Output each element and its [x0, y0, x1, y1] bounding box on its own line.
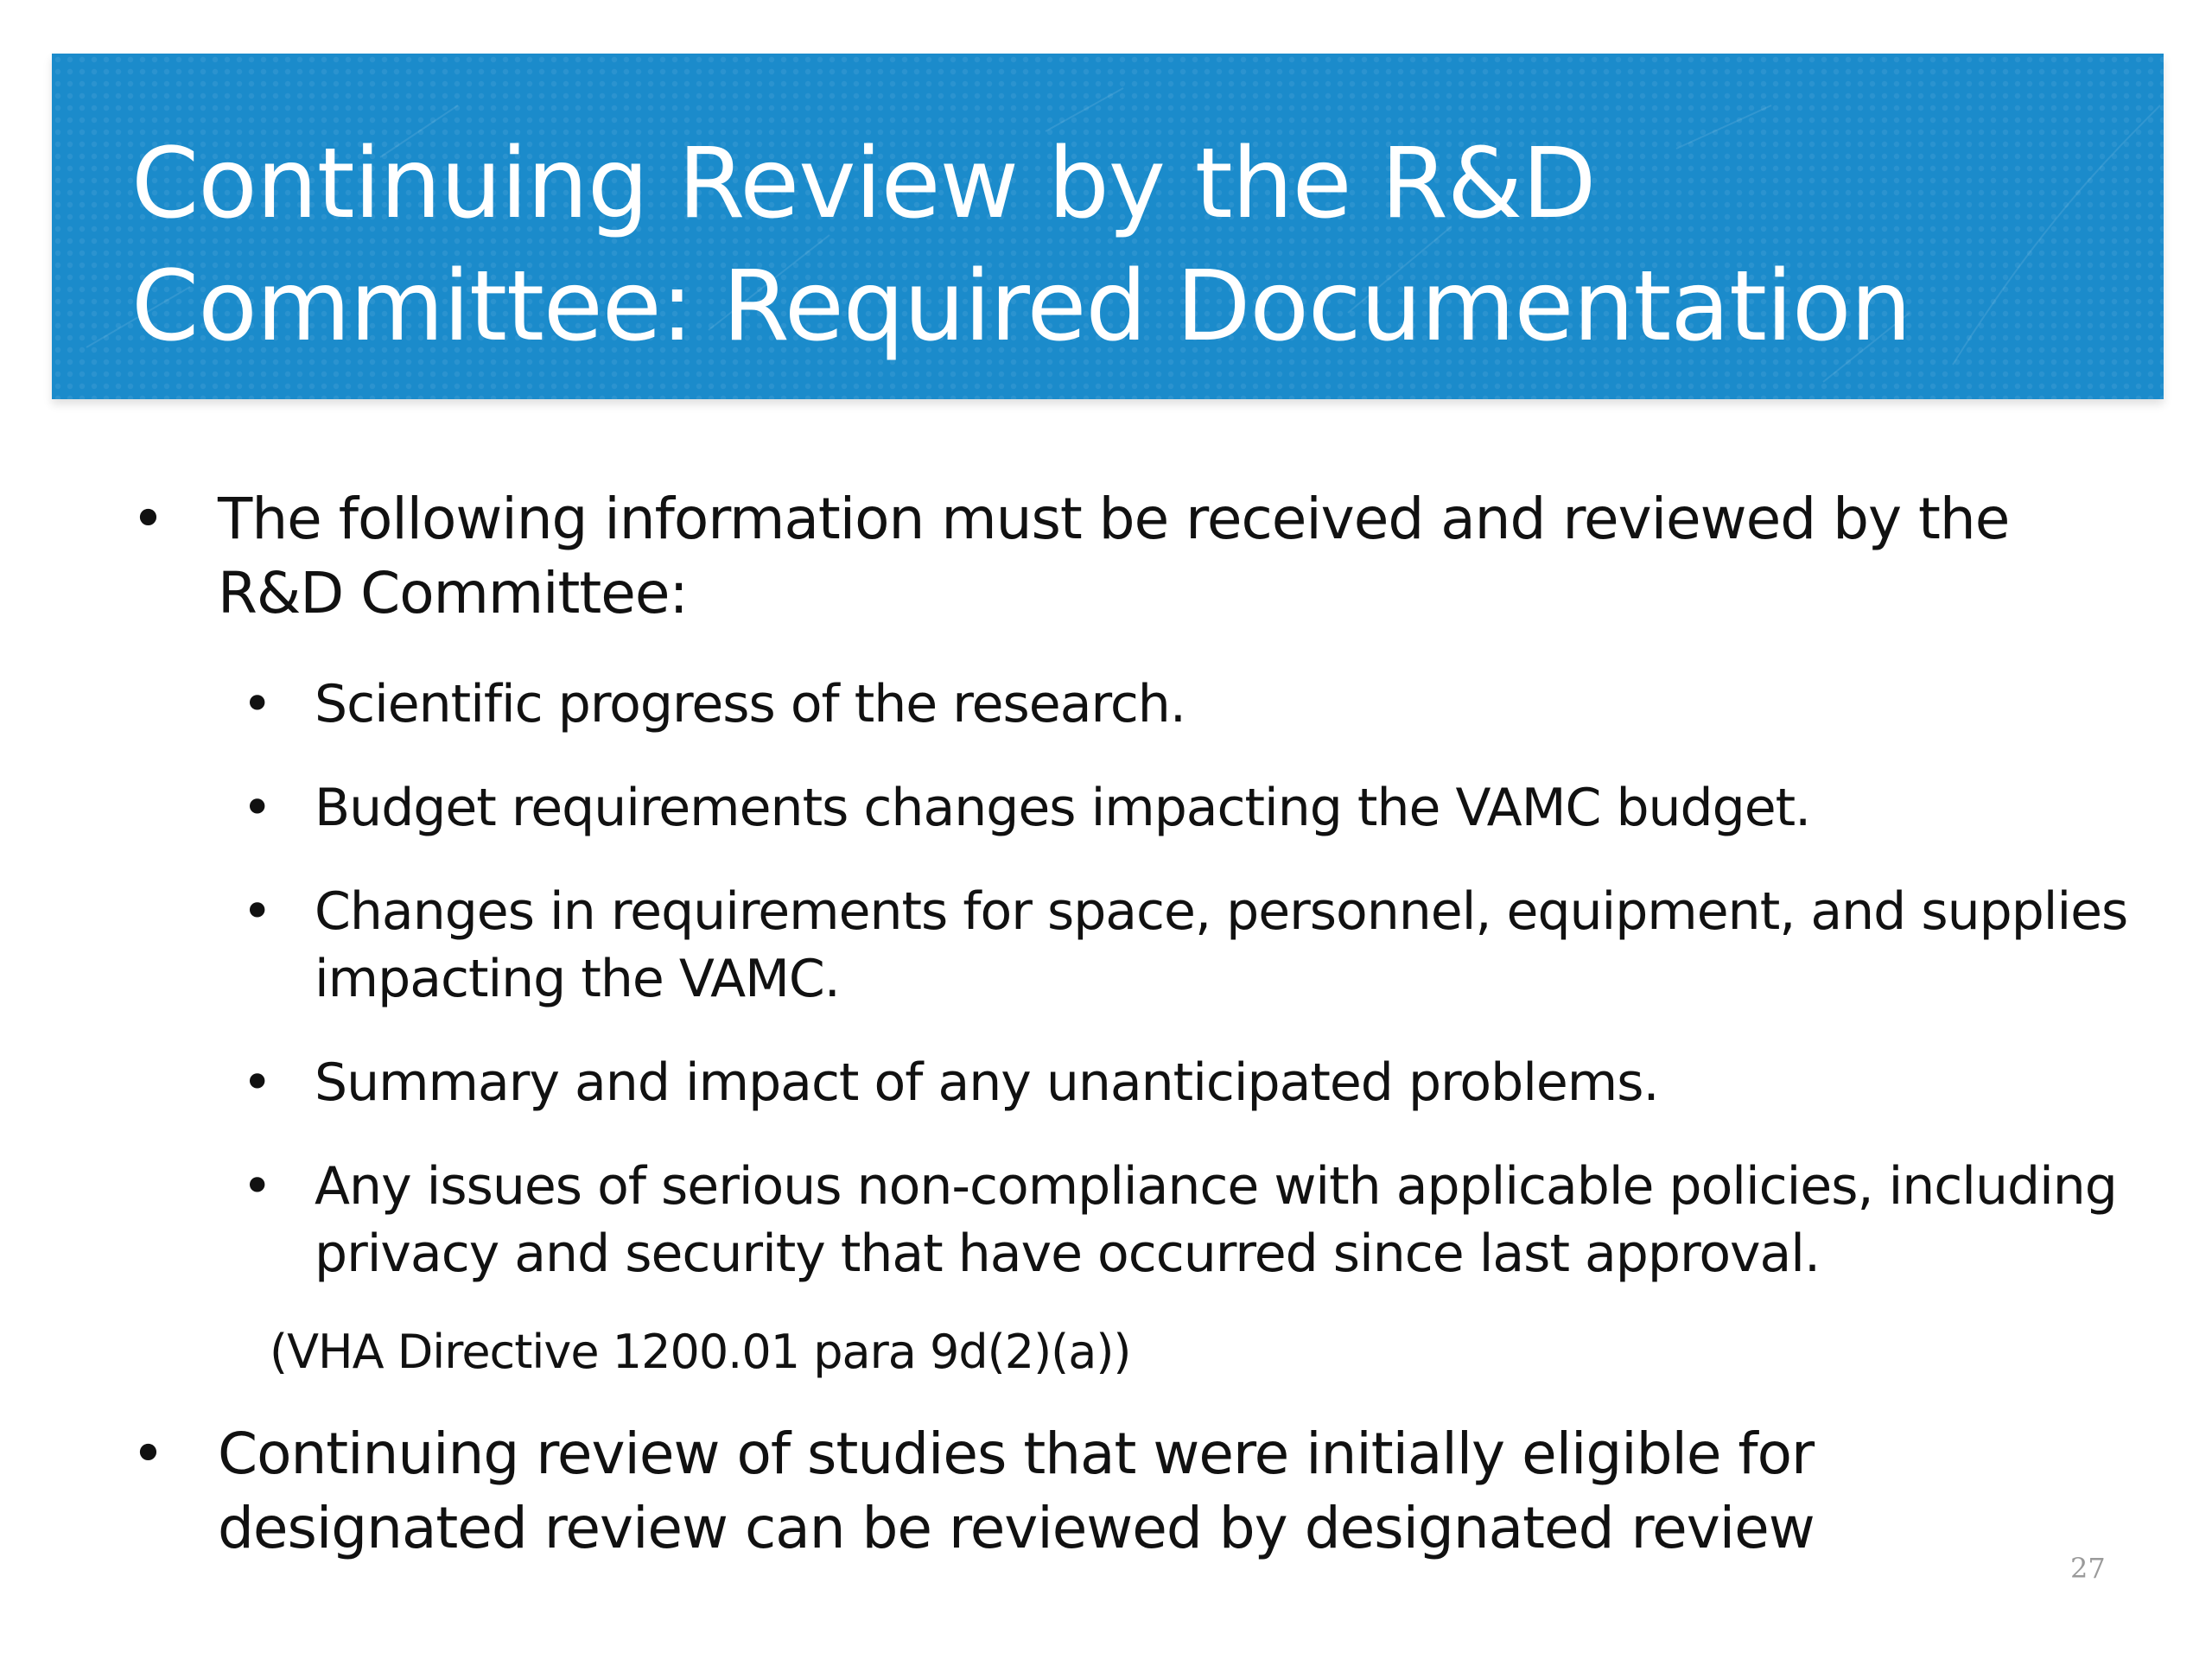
bullet-line: designated review can be reviewed by designated review — [218, 1495, 1815, 1561]
sub-bullet-line: privacy and security that have occurred since last approval. — [315, 1224, 1821, 1284]
sub-bullet-line: Any issues of serious non-compliance with applicable policies, including — [315, 1156, 2117, 1217]
bullet-text — [218, 1417, 1815, 1566]
sub-bullet-marker: • — [242, 674, 272, 734]
sub-bullet-line: impacting the VAMC. — [315, 949, 840, 1009]
citation: (VHA Directive 1200.01 para 9d(2)(a)) — [270, 1325, 1131, 1379]
bullet-marker: • — [131, 1421, 164, 1487]
sub-bullet-text — [315, 671, 1185, 738]
sub-bullet-line: Budget requirements changes impacting the VAMC budget. — [315, 778, 1811, 838]
sub-bullet-text — [315, 878, 2127, 1013]
bullet-line: The following information must be received and reviewed by the — [218, 486, 2010, 552]
slide-title-line-2: Committee: Required Documentation — [131, 251, 1911, 363]
sub-bullet-marker: • — [242, 881, 272, 942]
bullet-line: Continuing review of studies that were initially eligible for — [218, 1421, 1815, 1487]
slide-title-line-1: Continuing Review by the R&D — [131, 128, 1596, 240]
bullet-line: R&D Committee: — [218, 560, 688, 626]
bullet-marker: • — [131, 486, 164, 552]
sub-bullet-marker: • — [242, 1156, 272, 1217]
page-number: 27 — [2070, 1552, 2106, 1585]
sub-bullet-text — [315, 774, 1810, 842]
sub-bullet-marker: • — [242, 778, 272, 838]
sub-bullet-line: Changes in requirements for space, personnel, equipment, and supplies — [315, 881, 2128, 942]
bullet-text — [218, 482, 2009, 631]
sub-bullet-text — [315, 1153, 2117, 1287]
sub-bullet-marker: • — [242, 1052, 272, 1113]
sub-bullet-line: Scientific progress of the research. — [315, 674, 1185, 734]
sub-bullet-line: Summary and impact of any unanticipated problems. — [315, 1052, 1659, 1113]
sub-bullet-text — [315, 1049, 1659, 1116]
